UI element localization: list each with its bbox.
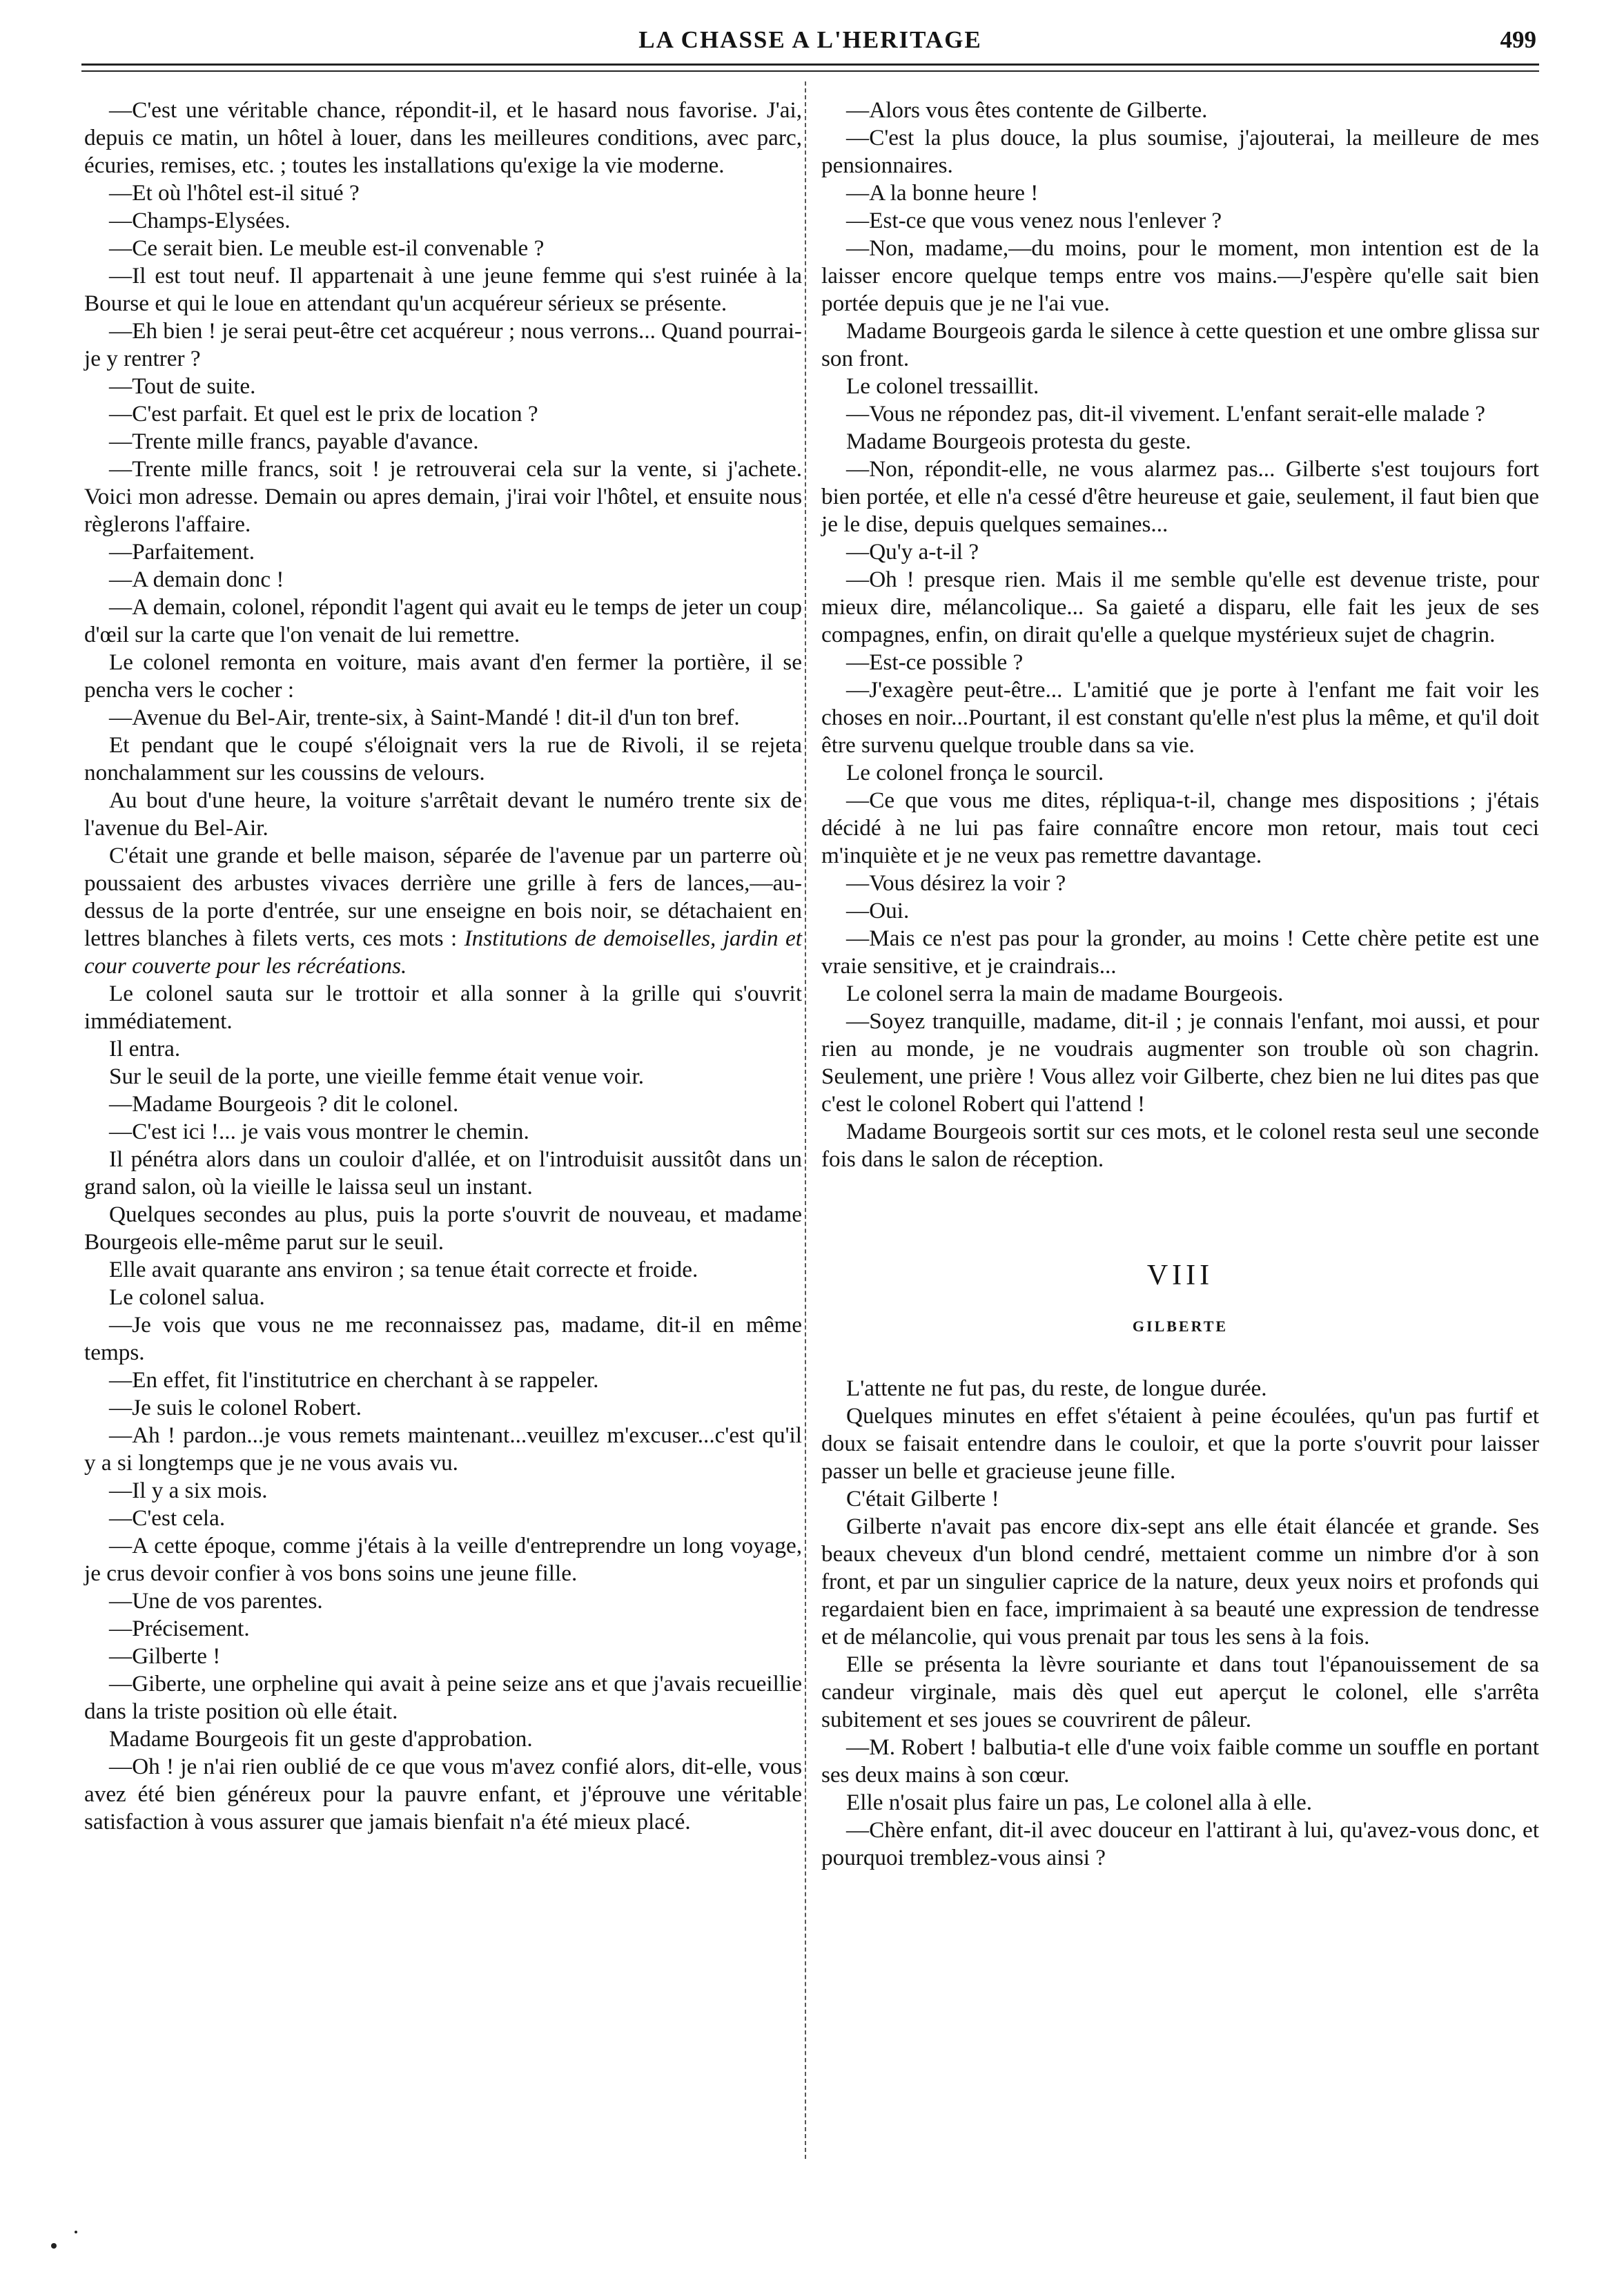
paragraph: —Non, répondit-elle, ne vous alarmez pas... Gilberte s'est toujours fort bien portée, et elle n'a cessé d'être heureuse et gaie, seulement, il faut bien que je le dise, depuis quelques semaines...: [821, 456, 1539, 537]
paragraph: —Oh ! je n'ai rien oublié de ce que vous m'avez confié alors, dit-elle, vous avez été bien généreux pour la pauvre enfant, et j'éprouve une véritable satisfaction à vous assurer que jamais bienfait n'a été mieux placé.: [84, 1754, 802, 1834]
paragraph: Elle n'osait plus faire un pas, Le colonel alla à elle.: [846, 1790, 1313, 1815]
paragraph: —Champs-Elysées.: [109, 208, 291, 233]
paragraph: Le colonel tressaillit.: [846, 373, 1039, 399]
paragraph: —A cette époque, comme j'étais à la veille d'entreprendre un long voyage, je crus devoir confier à vos bons soins une jeune fille.: [84, 1533, 802, 1586]
paragraph: —C'est la plus douce, la plus soumise, j'ajouterai, la meilleure de mes pensionnaires.: [821, 125, 1539, 178]
page-header: [81, 26, 1539, 61]
paragraph: —Trente mille francs, soit ! je retrouverai cela sur la vente, si j'achete. Voici mon adresse. Demain ou apres demain, j'irai voir l'hôtel, et ensuite nous règlerons l'affaire.: [84, 456, 802, 537]
left-column: [84, 97, 802, 1836]
paragraph: Le colonel fronça le sourcil.: [846, 760, 1104, 785]
header-rule: [81, 63, 1539, 66]
paragraph: Elle se présenta la lèvre souriante et dans tout l'épanouissement de sa candeur virginale, mais dès quel eut aperçut le colonel, elle s'arrêta subitement et ses joues se couvrirent de pâleur.: [821, 1652, 1539, 1732]
column-divider: [805, 81, 806, 2159]
paragraph: —Oh ! presque rien. Mais il me semble qu'elle est devenue triste, pour mieux dire, mélancolique... Sa gaieté a disparu, elle fait les jeux de ses compagnes, enfin, on dirait qu'elle a quelque mystérieux sujet de chagrin.: [821, 567, 1539, 647]
paragraph: Le colonel sauta sur le trottoir et alla sonner à la grille qui s'ouvrit immédiatement.: [84, 981, 802, 1034]
paragraph-with-sign: [84, 842, 802, 980]
paragraph: —Ce que vous me dites, répliqua-t-il, change mes dispositions ; j'étais décidé à ne lui pas faire connaître encore mon retour, mais tout ceci m'inquiète et je ne veux pas remettre davantage.: [821, 787, 1539, 868]
paragraph: —Mais ce n'est pas pour la gronder, au moins ! Cette chère petite est une vraie sensitive, et je craindrais...: [821, 926, 1539, 979]
paragraph: —Vous ne répondez pas, dit-il vivement. L'enfant serait-elle malade ?: [846, 401, 1485, 427]
paragraph: —A la bonne heure !: [846, 180, 1039, 206]
paragraph: —Ah ! pardon...je vous remets maintenant...veuillez m'excuser...c'est qu'il y a si longtemps que je ne vous avais vu.: [84, 1422, 802, 1476]
paragraph: Il pénétra alors dans un couloir d'allée, et on l'introduisit aussitôt dans un grand salon, où la vieille le laissa seul un instant.: [84, 1146, 802, 1200]
paragraph: —Parfaitement.: [109, 539, 255, 565]
paragraph: Gilberte n'avait pas encore dix-sept ans elle était élancée et grande. Ses beaux cheveux d'un blond cendré, mettaient comme un nimbre d'or à son front, et par un singulier caprice de la nature, deux yeux noirs et profonds qui regardaient bien en face, imprimaient à sa beauté une expression de tendresse et de mélancolie, qui vous prenait par tous les sens à la fois.: [821, 1514, 1539, 1650]
paragraph-text: C'était une grande et belle maison, séparée de l'avenue par un parterre où poussaient des arbustes vivaces derrière une grille à fers de lances,—au-dessus de la porte d'entrée, sur une enseigne en bois noir, se détachaient en lettres blanches à filets verts, ces mots :: [84, 843, 802, 951]
paragraph: —Il est tout neuf. Il appartenait à une jeune femme qui s'est ruinée à la Bourse et qui le loue en attendant qu'un acquéreur sérieux se présente.: [84, 263, 802, 316]
sign-text: Institutions de demoiselles, jardin et cour couverte pour les récréations.: [84, 926, 802, 979]
paragraph: Elle avait quarante ans environ ; sa tenue était correcte et froide.: [109, 1257, 698, 1282]
paragraph: —C'est ici !... je vais vous montrer le chemin.: [109, 1119, 529, 1144]
paragraph: —Eh bien ! je serai peut-être cet acquéreur ; nous verrons... Quand pourrai-je y rentrer ?: [84, 318, 802, 371]
chapter-number: VIII: [1146, 1260, 1214, 1291]
paragraph: —Je suis le colonel Robert.: [109, 1395, 362, 1420]
paragraph: Madame Bourgeois garda le silence à cette question et une ombre glissa sur son front.: [821, 318, 1539, 371]
paragraph: —Et où l'hôtel est-il situé ?: [109, 180, 360, 206]
paragraph: C'était Gilberte !: [846, 1486, 999, 1511]
paragraph: Le colonel remonta en voiture, mais avant d'en fermer la portière, il se pencha vers le cocher :: [84, 649, 802, 703]
paragraph: —Est-ce que vous venez nous l'enlever ?: [846, 208, 1222, 233]
paragraph: Quelques secondes au plus, puis la porte s'ouvrit de nouveau, et madame Bourgeois elle-même parut sur le seuil.: [84, 1202, 802, 1255]
paragraph: —Alors vous êtes contente de Gilberte.: [846, 97, 1208, 123]
running-title: LA CHASSE A L'HERITAGE: [638, 26, 982, 53]
paragraph: —Je vois que vous ne me reconnaissez pas, madame, dit-il en même temps.: [84, 1312, 802, 1365]
paragraph: Sur le seuil de la porte, une vieille femme était venue voir.: [109, 1064, 645, 1089]
paragraph: Le colonel salua.: [109, 1284, 265, 1310]
paragraph: —Est-ce possible ?: [846, 649, 1024, 675]
paragraph: —A demain donc !: [109, 567, 284, 592]
paragraph: Il entra.: [109, 1036, 181, 1061]
paragraph: —Gilberte !: [109, 1643, 221, 1669]
paragraph: —Il y a six mois.: [109, 1478, 268, 1503]
paragraph: —Oui.: [846, 898, 910, 923]
paragraph: —Tout de suite.: [109, 373, 256, 399]
paragraph: —Madame Bourgeois ? dit le colonel.: [109, 1091, 459, 1117]
paragraph: —C'est une véritable chance, répondit-il, et le hasard nous favorise. J'ai, depuis ce matin, un hôtel à louer, dans les meilleures conditions, avec parc, écuries, remises, etc. ; toutes les installations qu'exige la vie moderne.: [84, 97, 802, 178]
paragraph: —Giberte, une orpheline qui avait à peine seize ans et que j'avais recueillie dans la triste position où elle était.: [84, 1671, 802, 1724]
paragraph: —Ce serait bien. Le meuble est-il convenable ?: [109, 235, 545, 261]
paragraph: L'attente ne fut pas, du reste, de longue durée.: [846, 1376, 1267, 1401]
paragraph: —C'est parfait. Et quel est le prix de location ?: [109, 401, 538, 427]
paragraph: —J'exagère peut-être... L'amitié que je porte à l'enfant me fait voir les choses en noir...Pourtant, il est constant qu'elle n'est plus la même, et qu'il doit être survenu quelque trouble dans sa vie.: [821, 677, 1539, 758]
page-number: 499: [1500, 26, 1536, 53]
header-rule-double: [81, 70, 1539, 72]
ink-speck: [75, 2231, 77, 2233]
paragraph: —M. Robert ! balbutia-t elle d'une voix faible comme un souffle en portant ses deux mains à son cœur.: [821, 1734, 1539, 1788]
paragraph: Madame Bourgeois sortit sur ces mots, et le colonel resta seul une seconde fois dans le salon de réception.: [821, 1119, 1539, 1172]
paragraph: Le colonel serra la main de madame Bourgeois.: [846, 981, 1284, 1006]
paragraph: Quelques minutes en effet s'étaient à peine écoulées, qu'un pas furtif et doux se faisait entendre dans le couloir, et que la porte s'ouvrit pour laisser passer un belle et gracieuse jeune fille.: [821, 1403, 1539, 1484]
paragraph: —Trente mille francs, payable d'avance.: [109, 429, 479, 454]
paragraph: —Précisement.: [109, 1616, 250, 1641]
chapter-title: GILBERTE: [1132, 1318, 1229, 1335]
paragraph: —En effet, fit l'institutrice en cherchant à se rappeler.: [109, 1367, 599, 1393]
paragraph: —Soyez tranquille, madame, dit-il ; je connais l'enfant, moi aussi, et pour rien au monde, je ne voudrais augmenter son trouble où son chagrin. Seulement, une prière ! Vous allez voir Gilberte, chez bien ne lui dites pas que c'est le colonel Robert qui l'attend !: [821, 1008, 1539, 1117]
paragraph: —C'est cela.: [109, 1505, 226, 1531]
paragraph: Et pendant que le coupé s'éloignait vers la rue de Rivoli, il se rejeta nonchalamment sur les coussins de velours.: [84, 732, 802, 785]
paragraph: —Non, madame,—du moins, pour le moment, mon intention est de la laisser encore quelque temps entre vos mains.—J'espère qu'elle sait bien portée depuis que je ne l'ai vue.: [821, 235, 1539, 316]
paragraph: —Chère enfant, dit-il avec douceur en l'attirant à lui, qu'avez-vous donc, et pourquoi tremblez-vous ainsi ?: [821, 1817, 1539, 1870]
paragraph: Au bout d'une heure, la voiture s'arrêtait devant le numéro trente six de l'avenue du Bel-Air.: [84, 787, 802, 841]
paragraph: —Une de vos parentes.: [109, 1588, 323, 1614]
paragraph: —Avenue du Bel-Air, trente-six, à Saint-Mandé ! dit-il d'un ton bref.: [109, 705, 740, 730]
paragraph: —A demain, colonel, répondit l'agent qui avait eu le temps de jeter un coup d'œil sur la carte que l'on venait de lui remettre.: [84, 594, 802, 647]
paragraph: Madame Bourgeois fit un geste d'approbation.: [109, 1726, 533, 1752]
ink-speck: [51, 2243, 57, 2249]
right-column: [821, 97, 1539, 1872]
paragraph: —Vous désirez la voir ?: [846, 870, 1066, 896]
paragraph: Madame Bourgeois protesta du geste.: [846, 429, 1191, 454]
paragraph: —Qu'y a-t-il ?: [846, 539, 979, 565]
